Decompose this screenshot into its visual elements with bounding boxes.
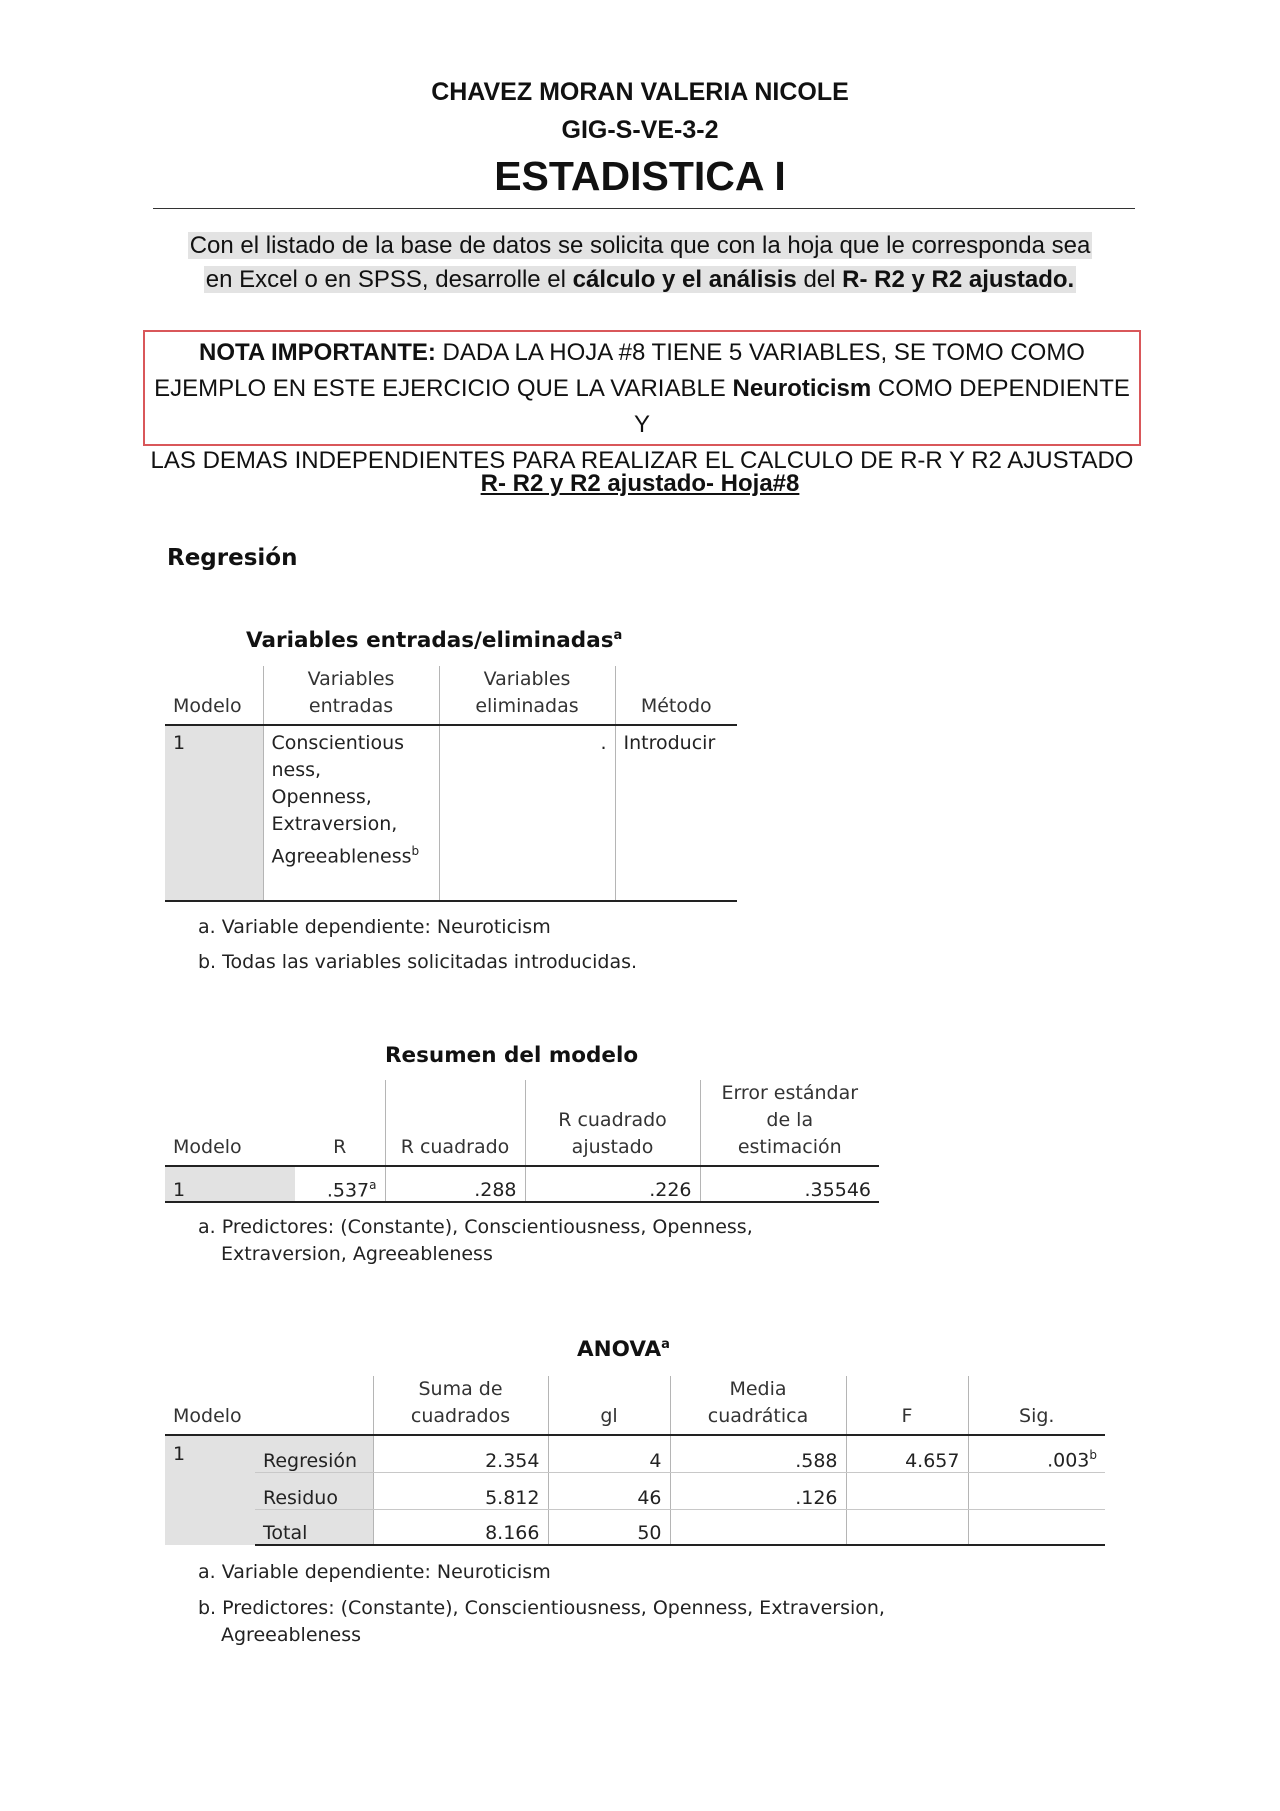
cell-sup: b: [1089, 1448, 1097, 1463]
table-row: [165, 725, 737, 901]
cell-f: [846, 1509, 968, 1545]
anova-title-text: ANOVA: [577, 1337, 662, 1363]
instructions-bold: cálculo y el análisis: [572, 266, 797, 293]
header-sig: Sig.: [968, 1376, 1105, 1435]
header-text: Error estándar: [721, 1082, 859, 1104]
variables-footnote-b: b. Todas las variables solicitadas introducidas.: [198, 951, 638, 973]
header-modelo: Modelo: [173, 1136, 242, 1158]
cell-sig: [968, 1509, 1105, 1545]
group-code: GIG-S-VE-3-2: [561, 116, 719, 144]
cell-sig: [968, 1472, 1105, 1509]
cell-line: Conscientious: [271, 732, 405, 754]
cell-gl: 50: [548, 1509, 670, 1545]
header-variables-eliminadas: [439, 666, 615, 725]
anova-title-sup: a: [661, 1337, 670, 1352]
anova-header: [165, 1376, 1105, 1435]
header-text: Media: [729, 1378, 787, 1400]
header-text: cuadrática: [707, 1405, 809, 1427]
note-line-1: DADA LA HOJA #8 TIENE 5 VARIABLES, SE TOMO COMO: [435, 339, 1085, 366]
header-label: [255, 1376, 373, 1435]
model-summary-table: [165, 1080, 879, 1203]
note-dependent-variable: Neuroticism: [732, 375, 872, 402]
note-label: NOTA IMPORTANTE:: [199, 339, 436, 366]
row-variables-entradas: [263, 725, 439, 901]
cell-line: Extraversion,: [271, 813, 398, 835]
cell-gl: 4: [548, 1435, 670, 1472]
header-r-cuadrado-ajustado: [525, 1080, 700, 1166]
important-note-box: [143, 330, 1141, 474]
cell-ms: .126: [670, 1472, 846, 1509]
row-modelo: 1: [165, 1166, 295, 1202]
anova-footnote-b: [198, 1595, 885, 1649]
row-error-estandar: .35546: [700, 1166, 879, 1202]
header-f: F: [846, 1376, 968, 1435]
header-variables-entradas: [263, 666, 439, 725]
course-title: ESTADISTICA I: [494, 153, 786, 199]
header-text: entradas: [308, 695, 394, 717]
instructions-line-2: [204, 266, 1076, 293]
instructions-text: del: [796, 266, 843, 293]
note-line-2-end: COMO DEPENDIENTE Y: [633, 375, 1130, 438]
header-text: de la: [766, 1109, 814, 1131]
cell-line: Openness,: [271, 786, 372, 808]
cell-ms: .588: [670, 1435, 846, 1472]
cell-value: .003: [1047, 1449, 1090, 1472]
footnote-line: Agreeableness: [221, 1624, 362, 1646]
header-metodo: Método: [615, 666, 737, 725]
cell-value: .537: [326, 1179, 370, 1201]
row-r: [295, 1166, 385, 1202]
variables-footnote-a: a. Variable dependiente: Neuroticism: [198, 916, 551, 938]
variables-table-title: [246, 628, 622, 653]
footnote-line: a. Predictores: (Constante), Conscientiousness, Openness,: [198, 1216, 753, 1238]
row-label-residuo: Residuo: [255, 1472, 373, 1509]
row-label-total: Total: [255, 1509, 373, 1545]
author-name: CHAVEZ MORAN VALERIA NICOLE: [431, 78, 849, 106]
cell-f: 4.657: [846, 1435, 968, 1472]
variables-table-header: [165, 666, 737, 725]
cell-ss: 2.354: [373, 1435, 548, 1472]
model-summary-footnote: [198, 1214, 753, 1268]
row-variables-eliminadas: .: [439, 725, 615, 901]
header-suma-cuadrados: [373, 1376, 548, 1435]
section-subtitle: R- R2 y R2 ajustado- Hoja#8: [480, 470, 800, 497]
variables-table-title-sup: a: [613, 628, 623, 643]
header-gl: gl: [548, 1376, 670, 1435]
cell-f: [846, 1472, 968, 1509]
header-text: ajustado: [571, 1136, 654, 1158]
model-summary-header: [165, 1080, 879, 1166]
header-error-estandar: [700, 1080, 879, 1166]
row-r-cuadrado: .288: [385, 1166, 525, 1202]
model-summary-title: Resumen del modelo: [385, 1043, 639, 1068]
footnote-line: Extraversion, Agreeableness: [221, 1243, 493, 1265]
table-row: [165, 1166, 879, 1202]
anova-table: [165, 1376, 1105, 1546]
note-line-2: EJEMPLO EN ESTE EJERCICIO QUE LA VARIABLE: [154, 375, 733, 402]
footnote-line: b. Predictores: (Constante), Conscientiousness, Openness, Extraversion,: [198, 1597, 885, 1619]
row-metodo: Introducir: [615, 725, 737, 901]
note-line-3: LAS DEMAS INDEPENDIENTES PARA REALIZAR EL CALCULO DE R-R Y R2 AJUSTADO: [150, 447, 1134, 474]
cell-line: Agreeableness: [271, 845, 412, 868]
cell-ss: 8.166: [373, 1509, 548, 1545]
cell-gl: 46: [548, 1472, 670, 1509]
header-divider: [153, 208, 1135, 209]
cell-ms: [670, 1509, 846, 1545]
row-label-regresion: Regresión: [255, 1435, 373, 1472]
header-text: Variables: [307, 668, 395, 690]
header-text: Suma de: [418, 1378, 503, 1400]
cell-line: ness,: [271, 759, 322, 781]
header-text: R cuadrado: [558, 1109, 667, 1131]
cell-sup: a: [369, 1177, 377, 1192]
row-modelo: 1: [165, 725, 263, 901]
anova-footnote-a: a. Variable dependiente: Neuroticism: [198, 1561, 551, 1583]
header-text: estimación: [737, 1136, 842, 1158]
header-modelo: Modelo: [173, 1405, 242, 1427]
instructions-bold: R- R2 y R2 ajustado.: [842, 266, 1075, 293]
table-row: [165, 1435, 1105, 1472]
cell-ss: 5.812: [373, 1472, 548, 1509]
header-text: cuadrados: [410, 1405, 511, 1427]
table-row: [165, 1472, 1105, 1509]
header-media-cuadratica: [670, 1376, 846, 1435]
regression-heading: Regresión: [167, 545, 298, 571]
cell-sig: [968, 1435, 1105, 1472]
variables-table: [165, 666, 737, 902]
variables-table-title-text: Variables entradas/eliminadas: [246, 628, 614, 654]
anova-title: [577, 1337, 670, 1362]
row-r-cuadrado-ajustado: .226: [525, 1166, 700, 1202]
header-text: eliminadas: [475, 695, 579, 717]
header-text: Variables: [483, 668, 571, 690]
header-r-cuadrado: R cuadrado: [385, 1080, 525, 1166]
instructions-line-1: Con el listado de la base de datos se solicita que con la hoja que le corresponda sea: [189, 232, 1091, 259]
row-modelo: 1: [165, 1435, 255, 1545]
header-modelo: Modelo: [173, 695, 242, 717]
table-row: [165, 1509, 1105, 1545]
instructions-text: en Excel o en SPSS, desarrolle el: [205, 266, 573, 293]
instructions: [0, 229, 1280, 297]
cell-sup: b: [411, 844, 420, 858]
header-r: R: [333, 1136, 347, 1158]
